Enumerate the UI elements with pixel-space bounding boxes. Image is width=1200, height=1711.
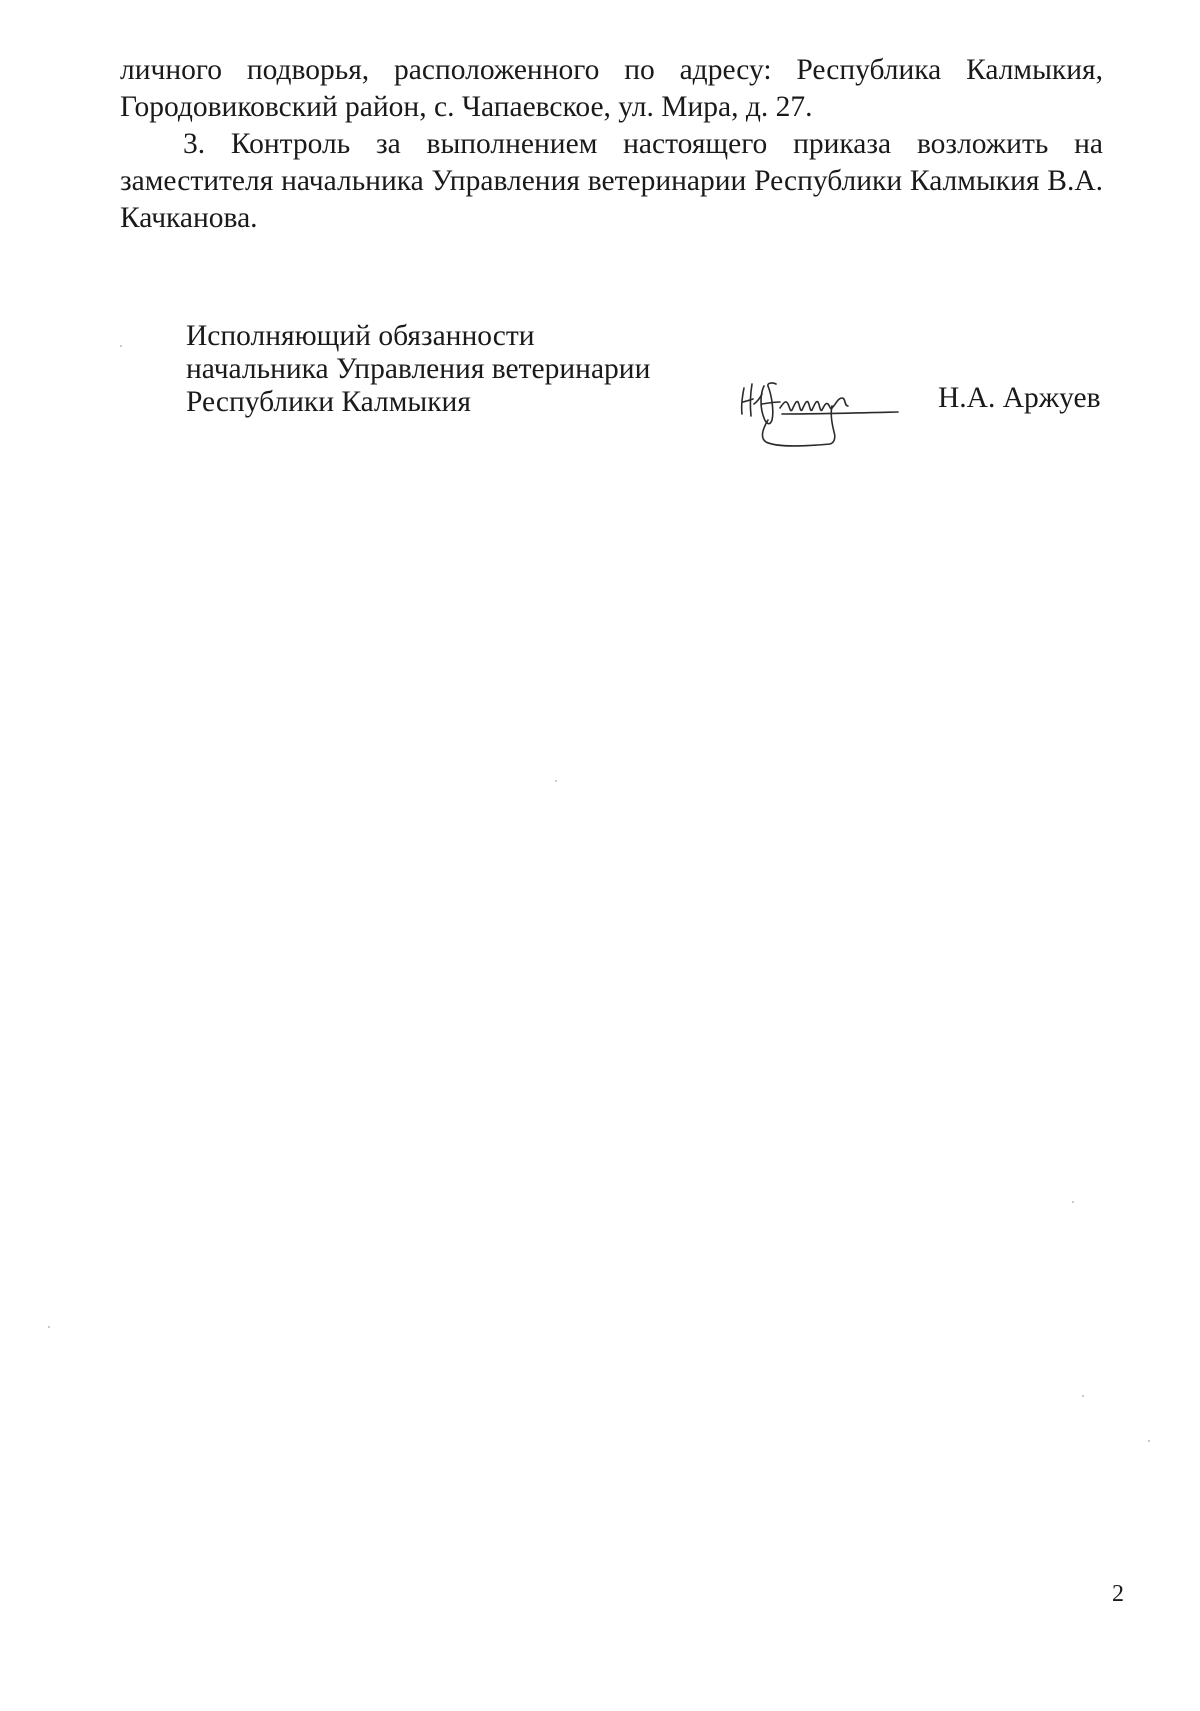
document-body: [120, 52, 1103, 237]
scan-speck: [120, 345, 122, 347]
scan-speck: [48, 1326, 50, 1328]
signer-name: Н.А. Аржуев: [938, 382, 1101, 414]
scan-speck: [1148, 1440, 1150, 1442]
position-line-3: Республики Калмыкия: [186, 386, 471, 418]
position-line-2: начальника Управления ветеринарии: [186, 353, 651, 385]
page-number: 2: [1112, 1581, 1124, 1607]
scan-speck: [555, 780, 557, 782]
handwritten-signature: [738, 374, 908, 454]
signatory-position: [186, 320, 650, 419]
paragraph-control: 3. Контроль за выполнением настоящего приказа возложить на заместителя начальника Управления ветеринарии Республики Калмыкия В.А. Качканова.: [120, 128, 1103, 234]
paragraph-address: личного подворья, расположенного по адресу: Республика Калмыкия, Городовиковский район, с. Чапаевское, ул. Мира, д. 27.: [120, 54, 1103, 123]
scan-speck: [1072, 1201, 1074, 1203]
position-line-1: Исполняющий обязанности: [186, 320, 535, 352]
scan-speck: [1082, 1395, 1084, 1397]
